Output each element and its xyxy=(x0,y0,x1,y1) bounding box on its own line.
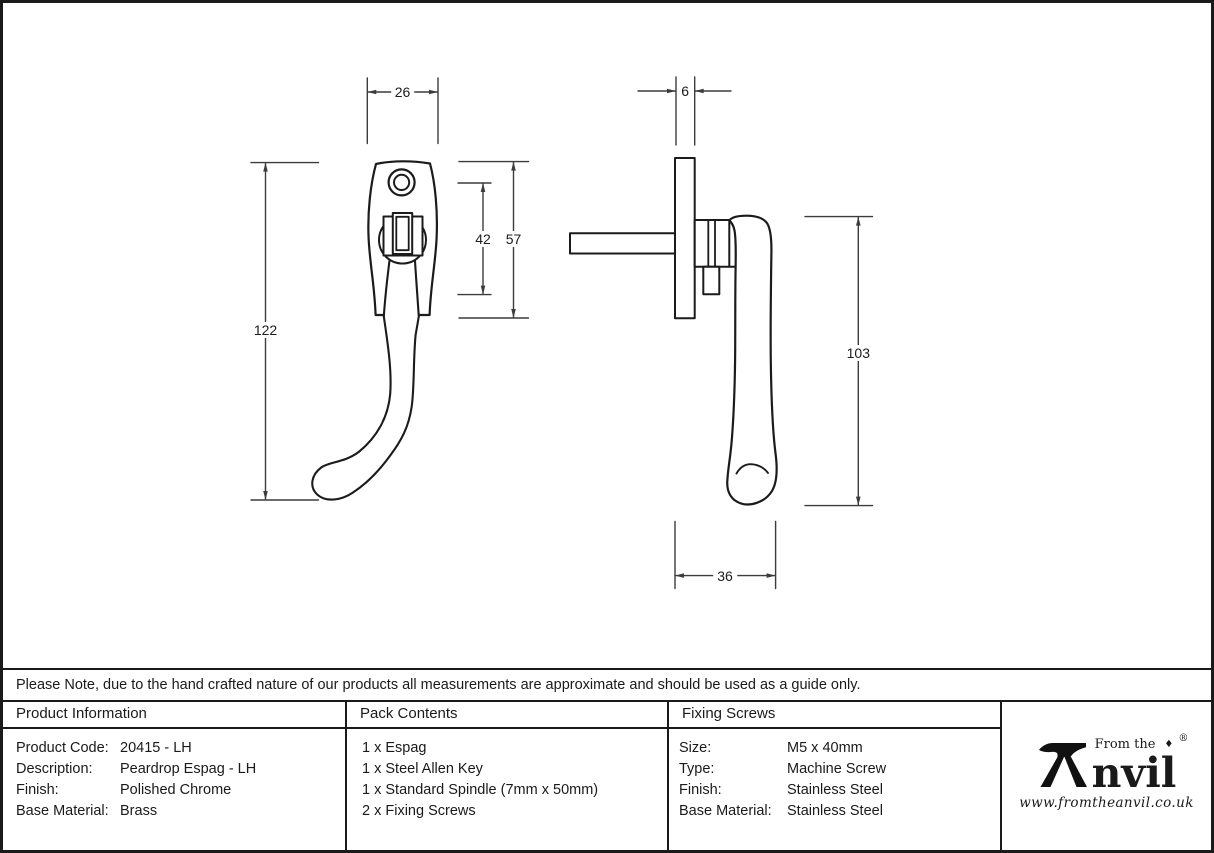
front-view xyxy=(312,161,437,499)
row-value: Peardrop Espag - LH xyxy=(120,761,257,777)
table-row xyxy=(16,780,345,801)
measurement-note: Please Note, due to the hand crafted nature of our products all measurements are approximate and should be used as a guide only. xyxy=(3,668,1211,702)
row-label: Product Code: xyxy=(16,740,109,756)
side-view xyxy=(570,158,777,504)
row-value: M5 x 40mm xyxy=(787,740,863,756)
diamond-icon: ♦ xyxy=(1164,738,1174,750)
logo-tagline: From the ♦ xyxy=(1094,736,1174,752)
registered-mark: ® xyxy=(1178,732,1189,744)
pack-contents-header: Pack Contents xyxy=(347,700,667,729)
pack-item: 1 x Steel Allen Key xyxy=(362,761,483,777)
pack-item: 1 x Espag xyxy=(362,740,427,756)
row-value: Brass xyxy=(120,803,158,819)
row-value: Stainless Steel xyxy=(787,782,883,798)
fixing-screws-column xyxy=(667,700,1000,850)
table-row xyxy=(679,780,1000,801)
dim-plate-width: 26 xyxy=(391,84,415,100)
product-information-column xyxy=(3,700,345,850)
dim-plate-thickness: 6 xyxy=(677,83,693,99)
row-label: Base Material: xyxy=(679,803,772,819)
row-value: Stainless Steel xyxy=(787,803,883,819)
dim-overall-height: 122 xyxy=(250,322,281,338)
row-value: Polished Chrome xyxy=(120,782,232,798)
brand-column xyxy=(1000,700,1211,850)
row-label: Finish: xyxy=(16,782,59,798)
logo-url: www.fromtheanvil.co.uk xyxy=(1019,794,1194,811)
row-label: Size: xyxy=(679,740,712,756)
table-row xyxy=(679,801,1000,822)
dim-plate-height: 57 xyxy=(502,231,526,247)
pack-item: 1 x Standard Spindle (7mm x 50mm) xyxy=(362,782,599,798)
row-value: 20415 - LH xyxy=(120,740,192,756)
dim-projection: 36 xyxy=(713,568,737,584)
fixing-screws-header: Fixing Screws xyxy=(669,700,1000,729)
row-label: Base Material: xyxy=(16,803,109,819)
row-value: Machine Screw xyxy=(787,761,887,777)
product-information-header: Product Information xyxy=(3,700,345,729)
dim-handle-drop: 103 xyxy=(843,345,874,361)
anvil-icon xyxy=(1037,740,1091,790)
dimension-lines xyxy=(251,77,873,589)
table-row xyxy=(16,759,345,780)
table-row xyxy=(16,801,345,822)
table-row xyxy=(679,738,1000,759)
pack-item: 2 x Fixing Screws xyxy=(362,803,476,819)
table-row xyxy=(16,738,345,759)
logo-wordmark: nvil xyxy=(1091,748,1177,797)
from-the-anvil-logo xyxy=(1002,700,1211,850)
row-label: Description: xyxy=(16,761,93,777)
pack-contents-column xyxy=(345,700,667,850)
dim-hole-to-keep: 42 xyxy=(471,231,495,247)
row-label: Finish: xyxy=(679,782,722,798)
table-row xyxy=(679,759,1000,780)
row-label: Type: xyxy=(679,761,715,777)
